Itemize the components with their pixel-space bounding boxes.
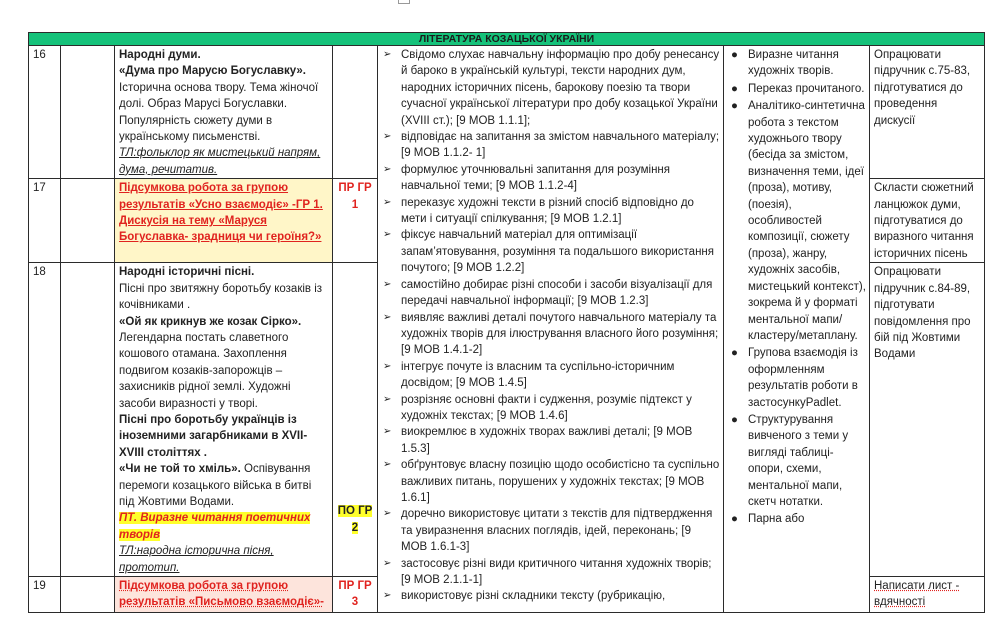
work-title: «Чи не той то хміль».: [119, 463, 241, 476]
outcome-item: [382, 556, 720, 589]
row-number: 18: [29, 263, 61, 577]
empty-cell: [61, 179, 115, 263]
outcome-item: [382, 47, 720, 129]
activity-item: [728, 81, 866, 97]
dot-bullet-icon: ●: [731, 513, 738, 526]
topic-title: Народні думи.: [119, 49, 201, 61]
homework-cell: [870, 577, 985, 613]
activity-text: Виразне читання художніх творів.: [748, 49, 839, 78]
arrow-bullet-icon: ➢: [383, 393, 392, 405]
dot-bullet-icon: ●: [731, 347, 738, 360]
work-title: «Дума про Марусю Богуславку».: [119, 65, 307, 78]
activity-item: [728, 412, 866, 510]
arrow-bullet-icon: ➢: [383, 557, 392, 569]
form-cell: [333, 46, 378, 179]
activity-text: Структурування вивченого з теми у вигляді таблиці-опори, схеми, ментальної мапи, скетч нотатки.: [748, 413, 849, 508]
outcome-text: застосовує різні види критичного читання художніх творів; [9 МОВ 2.1.1-1]: [401, 557, 712, 586]
outcome-item: [382, 392, 720, 425]
outcome-text: формулює уточнювальні запитання для розуміння навчальної теми; [9 МОВ 1.1.2-4]: [401, 163, 670, 193]
arrow-bullet-icon: ➢: [383, 311, 392, 323]
outcome-text: розрізняє основні факти і судження, розуміє підтекст у художніх текстах; [9 МОВ 1.4.6]: [401, 393, 692, 422]
outcome-text: виявляє важливі деталі почутого навчального матеріалу та художніх творів для ілюстрування власного його розуміння; [9 МОВ 1.4.1-2]: [401, 311, 719, 357]
arrow-bullet-icon: ➢: [383, 131, 392, 143]
section-title: ЛІТЕРАТУРА КОЗАЦЬКОЇ УКРАЇНИ: [29, 33, 985, 46]
dot-bullet-icon: ●: [731, 82, 738, 95]
arrow-bullet-icon: ➢: [383, 426, 392, 438]
outcomes-cell: [378, 46, 724, 613]
activity-text: Парна або: [748, 513, 805, 526]
practice-task: ПТ. Виразне читання поетичних творів: [119, 512, 311, 541]
form-label: ПО ГР 2: [337, 505, 373, 534]
outcome-item: [382, 457, 720, 506]
topic-cell: [115, 263, 333, 577]
arrow-bullet-icon: ➢: [383, 508, 392, 520]
topic-subtitle: Пісні про боротьбу українців із іноземними загарбниками в XVII-XVIII століттях .: [119, 413, 308, 459]
form-cell: ПР ГР 3: [333, 577, 378, 613]
dot-bullet-icon: ●: [731, 49, 738, 61]
work-title: «Ой як крикнув же козак Сірко».: [119, 315, 302, 328]
outcome-item: [382, 227, 720, 276]
homework-text: Написати лист - вдячності: [874, 580, 960, 609]
topic-text: Легендарна постать славетного кошового отамана. Захоплення подвигом козаків-запорожців – захисників рідної землі. Художні засоби виразності у творі.: [119, 331, 291, 410]
homework-cell: Опрацювати підручник с.84-89, підготувати повідомлення про бій під Жовтими Водами: [870, 263, 985, 577]
outcome-text: доречно використовує цитати з текстів для підтвердження та увиразнення власних поглядів, ідей, переконань; [9 МОВ 1.6.1-3]: [401, 508, 713, 554]
arrow-bullet-icon: ➢: [383, 360, 392, 372]
outcome-text: фіксує навчальний матеріал для оптимізації запам’ятовування, розуміння та подальшого використання почутого; [9 МОВ 1.2.2]: [401, 229, 715, 275]
outcome-item: [382, 162, 720, 195]
activity-text: Аналітико-синтетична робота з текстом художнього твору (бесіда за змістом, визначення теми, ідеї (проза), мотиву, (поезія), особливостей композиції, сюжету (проза), жанру, художніх засобів, мистецький контекст), зокрема й у форматі ментальної мапи/кластеру/метаплану.: [748, 100, 866, 342]
topic-text: Історична основа твору. Тема жіночої долі. Образ Марусі Богуславки. Популярність сюжету думи в українському письменстві.: [119, 81, 319, 144]
theory-terms: ТЛ:народна історична пісня, прототип.: [119, 545, 274, 574]
topic-title: Народні історичні пісні.: [119, 266, 255, 279]
summary-work-text: Підсумкова робота за групою результатів «Письмово взаємодіє»-: [119, 580, 324, 609]
form-cell: ПР ГР 1: [333, 179, 378, 263]
arrow-bullet-icon: ➢: [383, 196, 392, 208]
outcome-item: [382, 506, 720, 555]
row-number: 17: [29, 179, 61, 263]
arrow-bullet-icon: ➢: [383, 459, 392, 471]
outcome-item: [382, 310, 720, 359]
outcome-item: [382, 424, 720, 457]
dot-bullet-icon: ●: [731, 100, 738, 113]
lesson-plan-table: [28, 32, 985, 613]
outcome-item: [382, 129, 720, 162]
arrow-bullet-icon: ➢: [383, 229, 392, 241]
activities-cell: [724, 46, 870, 613]
outcome-text: відповідає на запитання за змістом навчального матеріалу; [9 МОВ 1.1.2- 1]: [401, 131, 720, 160]
activity-text: Переказ прочитаного.: [748, 82, 865, 95]
outcome-text: використовує різні складники тексту (рубрикацію,: [401, 590, 666, 603]
theory-terms: ТЛ:фольклор як мистецький напрям, дума, речитатив.: [119, 147, 321, 176]
activities-list: [728, 47, 866, 528]
outcome-text: Свідомо слухає навчальну інформацію про добу ренесансу й бароко в українській культурі, тексти народних дум, народних історичних пісень, барокову поезію та твори сучасної української літератури про добу козацької України (XVIII ст.); [9 МОВ 1.1.1];: [401, 49, 720, 127]
table-row: [29, 46, 985, 179]
activity-item: [728, 511, 866, 527]
form-cell: [333, 263, 378, 577]
homework-cell: Опрацювати підручник с.75-83, підготуватися до проведення дискусії: [870, 46, 985, 179]
arrow-bullet-icon: ➢: [383, 163, 392, 175]
activity-item: [728, 345, 866, 411]
empty-cell: [61, 263, 115, 577]
arrow-bullet-icon: ➢: [383, 49, 392, 60]
dot-bullet-icon: ●: [731, 413, 738, 426]
topic-text: Пісні про звитяжну боротьбу козаків із кочівниками .: [119, 282, 323, 312]
ruler-marker: [398, 0, 410, 4]
topic-cell: [115, 577, 333, 613]
topic-cell: [115, 179, 333, 263]
homework-cell: Скласти сюжетний ланцюжок думи, підготуватися до виразного читання історичних пісень: [870, 179, 985, 263]
outcome-text: переказує художні тексти в різний спосіб відповідно до мети і ситуації спілкування; [9 МОВ 1.2.1]: [401, 196, 694, 226]
activity-text: Групова взаємодія із оформленням результатів роботи в застосункуPadlet.: [748, 347, 858, 409]
row-number: 16: [29, 46, 61, 179]
arrow-bullet-icon: ➢: [383, 590, 392, 602]
outcome-text: самостійно добирає різні способи і засоби візуалізації для передачі навчальної інформації; [9 МОВ 1.2.3]: [401, 278, 713, 308]
summary-work-text: Підсумкова робота за групою результатів «Усно взаємодіє» -ГР 1. Дискусія на тему «Маруся Богуславка- зрадниця чи героїня?»: [119, 182, 323, 244]
outcomes-list: [382, 47, 720, 605]
outcome-item: [382, 588, 720, 604]
activity-item: [728, 47, 866, 80]
outcome-item: [382, 359, 720, 392]
outcome-text: обґрунтовує власну позицію щодо особистісно та суспільно важливих питань, порушених у художніх текстах; [9 МОВ 1.6.1]: [401, 459, 720, 504]
empty-cell: [61, 577, 115, 613]
outcome-item: [382, 195, 720, 228]
activity-item: [728, 98, 866, 344]
outcome-item: [382, 277, 720, 310]
outcome-text: виокремлює в художніх творах важливі деталі; [9 МОВ 1.5.3]: [401, 426, 693, 455]
arrow-bullet-icon: ➢: [383, 278, 392, 290]
outcome-text: інтегрує почуте із власним та суспільно-історичним досвідом; [9 МОВ 1.4.5]: [401, 360, 675, 390]
row-number: 19: [29, 577, 61, 613]
empty-cell: [61, 46, 115, 179]
section-header-row: [29, 33, 985, 46]
topic-text: Оспівування перемоги козацького війська в битві під Жовтими Водами.: [119, 463, 312, 508]
topic-cell: [115, 46, 333, 179]
